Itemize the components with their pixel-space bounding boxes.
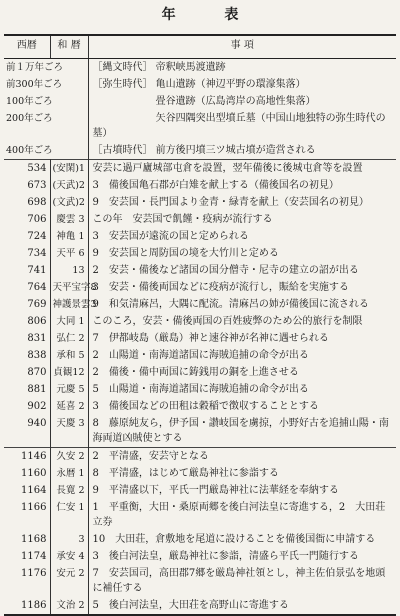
era-cell: 天平宝字8 bbox=[50, 279, 88, 296]
chronology-table bbox=[4, 34, 396, 616]
era-cell: 仁安 1 bbox=[50, 499, 88, 531]
era-cell: 神亀 1 bbox=[50, 228, 88, 245]
page-title: 年 表 bbox=[161, 7, 261, 23]
era-cell: 延喜 2 bbox=[50, 398, 88, 415]
table-row bbox=[4, 448, 396, 466]
era-cell: 長寛 2 bbox=[50, 482, 88, 499]
era-cell: 天平 6 bbox=[50, 245, 88, 262]
event-cell: 9 和気清麻呂，大隅に配流。清麻呂の姉が備後国に流される bbox=[92, 299, 369, 310]
table-row bbox=[4, 245, 396, 262]
table-row bbox=[4, 228, 396, 245]
table-row bbox=[4, 194, 396, 211]
era-cell: 永暦 1 bbox=[50, 465, 88, 482]
year-cell: 1164 bbox=[4, 482, 50, 499]
table-row bbox=[4, 364, 396, 381]
prehistoric-event: 矢谷四隅突出型墳丘墓（中国山地独特の弥生時代の墓） bbox=[92, 113, 386, 139]
event-cell: 2 山陽道・南海道諸国に海賊追捕の命令が出る bbox=[92, 350, 309, 361]
prehistoric-year: 200年ごろ bbox=[4, 110, 88, 142]
event-cell: 3 備後国などの田租は穀稲で徴収することとする bbox=[92, 401, 319, 412]
event-cell: 8 藤原純友ら，伊予国・讃岐国を虜掠，小野好古を追捕山陽・南海両道凶賊使とする bbox=[92, 418, 389, 444]
year-cell: 764 bbox=[4, 279, 50, 296]
era-cell: 13 bbox=[50, 262, 88, 279]
table-row bbox=[4, 381, 396, 398]
event-cell: 3 安芸国が遠流の国と定められる bbox=[92, 231, 249, 242]
table-row bbox=[4, 313, 396, 330]
event-cell: 3 後白河法皇，厳島神社に参詣，清盛ら平氏一門随行する bbox=[92, 551, 359, 562]
year-cell: 706 bbox=[4, 211, 50, 228]
era-cell: 安元 2 bbox=[50, 565, 88, 597]
prehistoric-year: 100年ごろ bbox=[4, 93, 88, 110]
year-cell: 734 bbox=[4, 245, 50, 262]
year-cell: 673 bbox=[4, 177, 50, 194]
table-row bbox=[4, 296, 396, 313]
prehistoric-row bbox=[4, 76, 396, 93]
event-cell: 5 山陽道・南海道諸国に海賊追捕の命令が出る bbox=[92, 384, 309, 395]
year-cell: 1146 bbox=[4, 448, 50, 466]
era-cell: 神護景雲3 bbox=[50, 296, 88, 313]
year-cell: 741 bbox=[4, 262, 50, 279]
prehistoric-year: 400年ごろ bbox=[4, 142, 88, 160]
year-cell: 724 bbox=[4, 228, 50, 245]
era-cell: 貞観12 bbox=[50, 364, 88, 381]
year-cell: 902 bbox=[4, 398, 50, 415]
year-cell: 831 bbox=[4, 330, 50, 347]
prehistoric-section bbox=[4, 59, 396, 160]
event-cell: 10 大田荘，倉敷地を尾道に設けることを備後国衙に申請する bbox=[92, 534, 376, 545]
table-header-row bbox=[4, 35, 396, 59]
prehistoric-event: ［弥生時代］ 亀山遺跡（神辺平野の環濠集落） bbox=[92, 79, 306, 90]
event-cell: 5 後白河法皇，大田荘を高野山に寄進する bbox=[92, 600, 289, 611]
table-row bbox=[4, 262, 396, 279]
table-row bbox=[4, 330, 396, 347]
year-cell: 1186 bbox=[4, 597, 50, 615]
header-era: 和 暦 bbox=[50, 35, 88, 59]
event-cell: 3 備後国亀石郡が白雉を献上する（備後国名の初見） bbox=[92, 180, 339, 191]
era-cell: (文武)2 bbox=[50, 194, 88, 211]
prehistoric-event: ［縄文時代］ 帝釈峡馬渡遺跡 bbox=[92, 62, 226, 73]
prehistoric-row bbox=[4, 142, 396, 160]
era-cell: 文治 2 bbox=[50, 597, 88, 615]
year-cell: 1160 bbox=[4, 465, 50, 482]
header-year: 西暦 bbox=[4, 35, 50, 59]
prehistoric-row bbox=[4, 110, 396, 142]
era-cell: (安閑)1 bbox=[50, 160, 88, 178]
era-cell: 承和 5 bbox=[50, 347, 88, 364]
event-cell: 9 安芸国・長門国より金青・緑青を献上（安芸国名の初見） bbox=[92, 197, 369, 208]
event-cell: 安芸に過戸廬城部屯倉を設置，翌年備後に後城屯倉等を設置 bbox=[88, 160, 396, 178]
era-cell: 3 bbox=[50, 531, 88, 548]
year-cell: 1176 bbox=[4, 565, 50, 597]
era-cell: 久安 2 bbox=[50, 448, 88, 466]
year-cell: 838 bbox=[4, 347, 50, 364]
era-cell: (天武)2 bbox=[50, 177, 88, 194]
year-cell: 698 bbox=[4, 194, 50, 211]
event-cell: 1 平重衡，大田・桑原両郷を後白河法皇に寄進する，2 大田荘立券 bbox=[92, 502, 386, 528]
prehistoric-row bbox=[4, 59, 396, 77]
historic-section bbox=[4, 160, 396, 616]
event-cell: 9 安芸国と周防国の境を大竹川と定める bbox=[92, 248, 279, 259]
table-row bbox=[4, 548, 396, 565]
era-cell: 弘仁 2 bbox=[50, 330, 88, 347]
year-cell: 806 bbox=[4, 313, 50, 330]
era-cell: 大同 1 bbox=[50, 313, 88, 330]
table-row bbox=[4, 482, 396, 499]
table-row bbox=[4, 597, 396, 615]
table-row bbox=[4, 499, 396, 531]
year-cell: 870 bbox=[4, 364, 50, 381]
era-cell: 元慶 5 bbox=[50, 381, 88, 398]
table-row bbox=[4, 465, 396, 482]
table-row bbox=[4, 415, 396, 448]
event-cell: 7 伊都岐島（厳島）神と速谷神が名神に遇せられる bbox=[92, 333, 329, 344]
event-cell: 2 平清盛，安芸守となる bbox=[88, 448, 396, 466]
event-cell: 7 安芸国司，高田郡7郷を厳島神社領とし，神主佐伯景弘を地頭に補任する bbox=[92, 568, 386, 594]
year-cell: 769 bbox=[4, 296, 50, 313]
era-cell: 天慶 3 bbox=[50, 415, 88, 448]
prehistoric-row bbox=[4, 93, 396, 110]
year-cell: 881 bbox=[4, 381, 50, 398]
event-cell: 9 平清盛以下，平氏一門厳島神社に法華経を奉納する bbox=[92, 485, 339, 496]
era-cell: 慶雲 3 bbox=[50, 211, 88, 228]
year-cell: 534 bbox=[4, 160, 50, 178]
year-cell: 1174 bbox=[4, 548, 50, 565]
prehistoric-event: 畳谷遺跡（広島湾岸の高地性集落） bbox=[92, 96, 316, 107]
year-cell: 1168 bbox=[4, 531, 50, 548]
table-row bbox=[4, 211, 396, 228]
event-cell: 8 平清盛，はじめて厳島神社に参詣する bbox=[92, 468, 279, 479]
prehistoric-year: 前300年ごろ bbox=[4, 76, 88, 93]
prehistoric-year: 前１万年ごろ bbox=[4, 59, 88, 77]
event-cell: この年 安芸国で飢饉・疫病が流行する bbox=[92, 214, 273, 225]
year-cell: 1166 bbox=[4, 499, 50, 531]
event-cell: 3 安芸・備後両国などに疫病が流行し，賑給を実施する bbox=[92, 282, 349, 293]
table-row bbox=[4, 347, 396, 364]
table-row bbox=[4, 279, 396, 296]
table-row bbox=[4, 565, 396, 597]
table-row bbox=[4, 398, 396, 415]
event-cell: 2 備後・備中両国に鋳銭用の銅を上進させる bbox=[92, 367, 299, 378]
event-cell: このころ，安芸・備後両国の百姓疲弊のため公的旅行を制限 bbox=[92, 316, 363, 327]
era-cell: 承安 4 bbox=[50, 548, 88, 565]
header-event: 事 項 bbox=[88, 35, 396, 59]
prehistoric-event: ［古墳時代］ 前方後円墳三ツ城古墳が造営される bbox=[92, 145, 316, 156]
table-row bbox=[4, 531, 396, 548]
table-row bbox=[4, 160, 396, 178]
year-cell: 940 bbox=[4, 415, 50, 448]
event-cell: 2 安芸・備後など諸国の国分僧寺・尼寺の建立の詔が出る bbox=[92, 265, 359, 276]
table-row bbox=[4, 177, 396, 194]
